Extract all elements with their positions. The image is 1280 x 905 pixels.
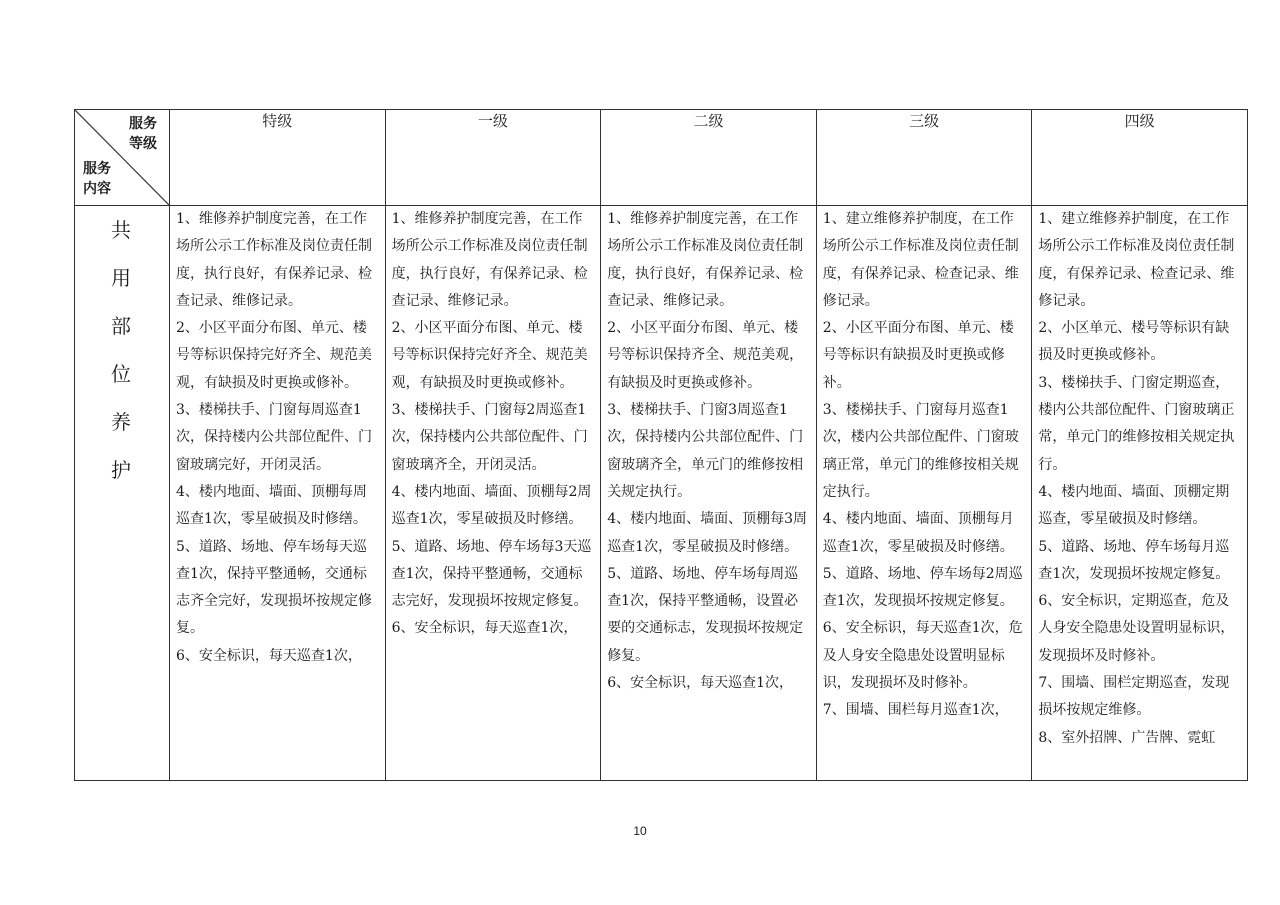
content-cell-second	[601, 206, 817, 781]
category-char: 位	[111, 362, 133, 386]
category-cell	[75, 206, 170, 781]
header-row	[75, 110, 1248, 206]
service-standard-table	[74, 109, 1248, 781]
item: 6、安全标识，每天巡查1次，	[607, 675, 794, 692]
level-header-fourth: 四级	[1032, 110, 1248, 206]
item: 2、小区平面分布图、单元、楼号等标识保持完好齐全、规范美观，有缺损及时更换或修补。	[176, 320, 372, 391]
item: 2、小区单元、楼号等标识有缺损及时更换或修补。	[1038, 320, 1230, 364]
corner-bottom-line-1: 服务	[83, 161, 111, 177]
item: 5、道路、场地、停车场每周巡查1次，保持平整通畅，设置必要的交通标志，发现损坏按规定修复。	[607, 565, 804, 664]
item: 8、室外招牌、广告牌、霓虹	[1038, 729, 1216, 746]
item: 6、安全标识，每天巡查1次，危及人身安全隐患处设置明显标识，发现损坏及时修补。	[822, 620, 1023, 692]
category-char: 部	[111, 314, 133, 338]
page-number: 10	[633, 824, 647, 838]
item: 3、楼梯扶手、门窗定期巡查，楼内公共部位配件、门窗玻璃正常，单元门的维修按相关规定执行。	[1038, 374, 1235, 473]
item: 6、安全标识，每天巡查1次，	[391, 620, 578, 637]
body-row	[75, 206, 1248, 781]
diagonal-corner-cell	[75, 110, 170, 206]
item: 4、楼内地面、墙面、顶棚定期巡查，零星破损及时修缮。	[1038, 483, 1230, 528]
item: 5、道路、场地、停车场每天巡查1次，保持平整通畅，交通标志齐全完好，发现损坏按规定修复。	[176, 538, 372, 637]
item: 3、楼梯扶手、门窗3周巡查1次，保持楼内公共部位配件、门窗玻璃齐全，单元门的维修按相关规定执行。	[607, 402, 804, 500]
item: 5、道路、场地、停车场每3天巡查1次，保持平整通畅，交通标志完好，发现损坏按规定修复。	[391, 538, 592, 610]
content-cell-special	[170, 206, 386, 781]
item: 4、楼内地面、墙面、顶棚每月巡查1次，零星破损及时修缮。	[822, 511, 1014, 555]
level-header-second: 二级	[601, 110, 817, 206]
item: 5、道路、场地、停车场每月巡查1次，发现损坏按规定修复。	[1038, 538, 1230, 582]
corner-top-line-2: 等级	[129, 136, 157, 152]
content-cell-third	[816, 206, 1032, 781]
item: 7、围墙、围栏定期巡查，发现损坏按规定维修。	[1038, 675, 1230, 719]
category-char: 护	[111, 458, 133, 482]
category-char: 用	[111, 266, 133, 290]
item: 2、小区平面分布图、单元、楼号等标识保持齐全、规范美观，有缺损及时更换或修补。	[607, 320, 804, 391]
item: 4、楼内地面、墙面、顶棚每周巡查1次，零星破损及时修缮。	[176, 483, 367, 528]
item: 3、楼梯扶手、门窗每周巡查1次，保持楼内公共部位配件、门窗玻璃完好，开闭灵活。	[176, 402, 372, 473]
category-char: 共	[111, 218, 133, 242]
item: 1、建立维修养护制度，在工作场所公示工作标准及岗位责任制度，有保养记录、检查记录、维修记录。	[822, 211, 1019, 309]
level-header-special: 特级	[170, 110, 386, 206]
item: 3、楼梯扶手、门窗每月巡查1次，楼内公共部位配件、门窗玻璃正常，单元门的维修按相关规定执行。	[822, 402, 1019, 500]
item: 2、小区平面分布图、单元、楼号等标识有缺损及时更换或修补。	[822, 320, 1014, 391]
level-header-third: 三级	[816, 110, 1032, 206]
corner-bottom-line-2: 内容	[83, 181, 111, 197]
corner-top-label	[129, 114, 157, 154]
level-header-first: 一级	[385, 110, 601, 206]
item: 4、楼内地面、墙面、顶棚每3周巡查1次，零星破损及时修缮。	[607, 511, 808, 555]
item: 6、安全标识，每天巡查1次，	[176, 647, 362, 664]
item: 1、建立维修养护制度，在工作场所公示工作标准及岗位责任制度，有保养记录、检查记录、维修记录。	[1038, 211, 1235, 309]
item: 1、维修养护制度完善，在工作场所公示工作标准及岗位责任制度，执行良好，有保养记录、检查记录、维修记录。	[607, 211, 804, 309]
item: 2、小区平面分布图、单元、楼号等标识保持完好齐全、规范美观，有缺损及时更换或修补。	[391, 320, 588, 391]
item: 5、道路、场地、停车场每2周巡查1次，发现损坏按规定修复。	[822, 565, 1023, 610]
item: 7、围墙、围栏每月巡查1次，	[822, 702, 1009, 719]
corner-bottom-label	[83, 159, 111, 199]
item: 1、维修养护制度完善，在工作场所公示工作标准及岗位责任制度，执行良好，有保养记录、检查记录、维修记录。	[391, 211, 588, 309]
category-char: 养	[111, 410, 133, 434]
item: 6、安全标识，定期巡查，危及人身安全隐患处设置明显标识，发现损坏及时修补。	[1038, 593, 1235, 664]
item: 3、楼梯扶手、门窗每2周巡查1次，保持楼内公共部位配件、门窗玻璃齐全，开闭灵活。	[391, 402, 588, 473]
corner-top-line-1: 服务	[129, 116, 157, 132]
item: 4、楼内地面、墙面、顶棚每2周巡查1次，零星破损及时修缮。	[391, 483, 592, 528]
content-cell-first	[385, 206, 601, 781]
content-cell-fourth	[1032, 206, 1248, 781]
item: 1、维修养护制度完善，在工作场所公示工作标准及岗位责任制度，执行良好，有保养记录、检查记录、维修记录。	[176, 211, 372, 309]
